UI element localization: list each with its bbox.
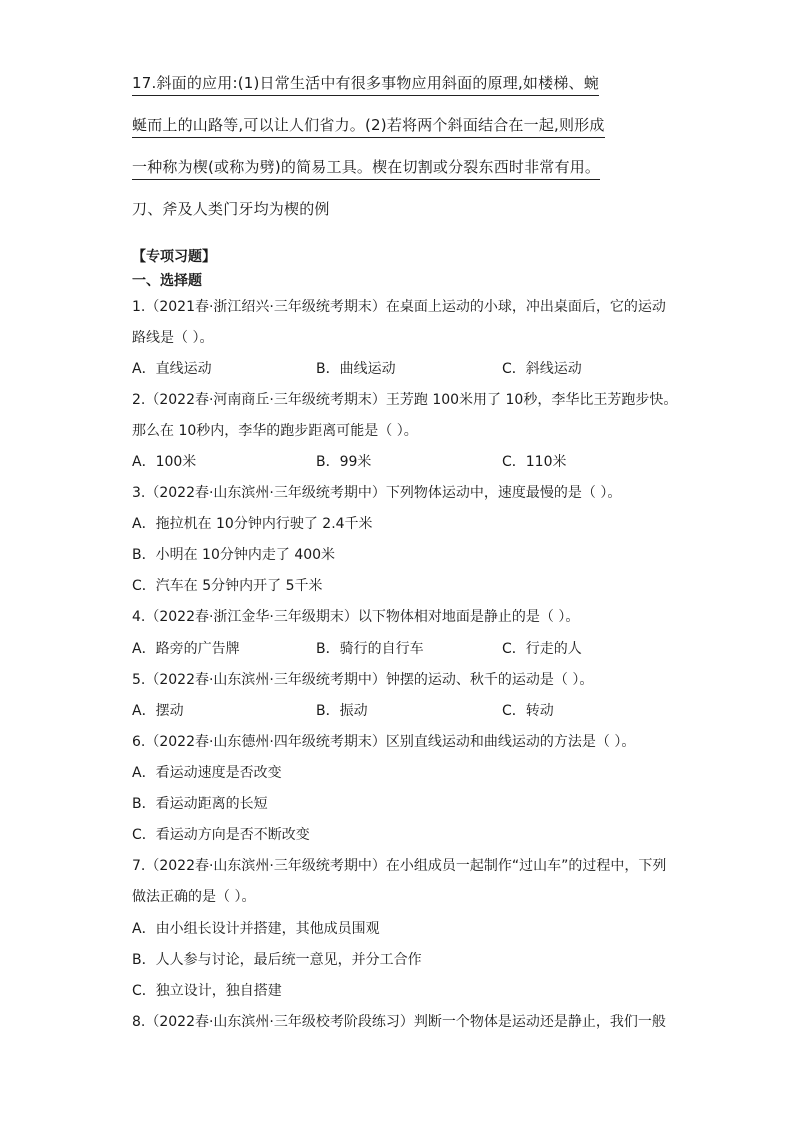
- option-c: C．转动: [502, 703, 554, 719]
- question-3-option-a: A．拖拉机在 10分钟内行驶了 2.4千米: [132, 516, 373, 532]
- option-a: A．摆动: [132, 703, 184, 719]
- question-6-option-c: C．看运动方向是否不断改变: [132, 827, 310, 843]
- question-1-line-2: 路线是（ ）。: [132, 330, 214, 346]
- option-b: B．骑行的自行车: [316, 641, 424, 657]
- option-b: B．曲线运动: [316, 361, 396, 377]
- question-8-line-1: 8.（2022春·山东滨州·三年级校考阶段练习）判断一个物体是运动还是静止，我们一般: [132, 1014, 666, 1030]
- question-7-line-1: 7.（2022春·山东滨州·三年级统考期中）在小组成员一起制作“过山车”的过程中，下列: [132, 858, 667, 874]
- intro-line: 17.斜面的应用:(1)日常生活中有很多事物应用斜面的原理,如楼梯、蜿: [132, 72, 599, 96]
- question-2-line-1: 2.（2022春·河南商丘·三年级统考期末）王芳跑 100米用了 10秒，李华比王芳跑步快。: [132, 392, 678, 408]
- option-b: B．99米: [316, 454, 372, 470]
- option-c: C．行走的人: [502, 641, 582, 657]
- option-c: C．斜线运动: [502, 361, 582, 377]
- question-6-option-a: A．看运动速度是否改变: [132, 765, 282, 781]
- question-1-line-1: 1.（2021春·浙江绍兴·三年级统考期末）在桌面上运动的小球，冲出桌面后，它的运动: [132, 299, 666, 315]
- option-c: C．110米: [502, 454, 567, 470]
- option-b: B．振动: [316, 703, 368, 719]
- question-7-option-b: B．人人参与讨论，最后统一意见，并分工合作: [132, 952, 422, 968]
- question-4-line-1: 4.（2022春·浙江金华·三年级期末）以下物体相对地面是静止的是（ ）。: [132, 609, 580, 625]
- intro-line: 一种称为楔(或称为劈)的简易工具。楔在切割或分裂东西时非常有用。: [132, 156, 600, 180]
- question-3-option-c: C．汽车在 5分钟内开了 5千米: [132, 578, 323, 594]
- question-2-line-2: 那么在 10秒内，李华的跑步距离可能是（ ）。: [132, 423, 418, 439]
- question-5-line-1: 5.（2022春·山东滨州·三年级统考期中）钟摆的运动、秋千的运动是（ ）。: [132, 672, 594, 688]
- option-a: A．路旁的广告牌: [132, 641, 240, 657]
- option-a: A．100米: [132, 454, 197, 470]
- question-6-line-1: 6.（2022春·山东德州·四年级统考期末）区别直线运动和曲线运动的方法是（ ）。: [132, 734, 636, 750]
- question-3-option-b: B．小明在 10分钟内走了 400米: [132, 547, 336, 563]
- question-7-line-2: 做法正确的是（ ）。: [132, 889, 256, 905]
- question-7-option-c: C．独立设计，独自搭建: [132, 983, 282, 999]
- question-7-option-a: A．由小组长设计并搭建，其他成员围观: [132, 921, 380, 937]
- section-title: 【专项习题】: [132, 249, 216, 265]
- subsection-title: 一、选择题: [132, 273, 202, 289]
- intro-line: 刀、斧及人类门牙均为楔的例: [132, 200, 330, 218]
- question-6-option-b: B．看运动距离的长短: [132, 796, 268, 812]
- intro-line: 蜒而上的山路等,可以让人们省力。(2)若将两个斜面结合在一起,则形成: [132, 114, 605, 138]
- question-3-line-1: 3.（2022春·山东滨州·三年级统考期中）下列物体运动中，速度最慢的是（ ）。: [132, 485, 622, 501]
- option-a: A．直线运动: [132, 361, 212, 377]
